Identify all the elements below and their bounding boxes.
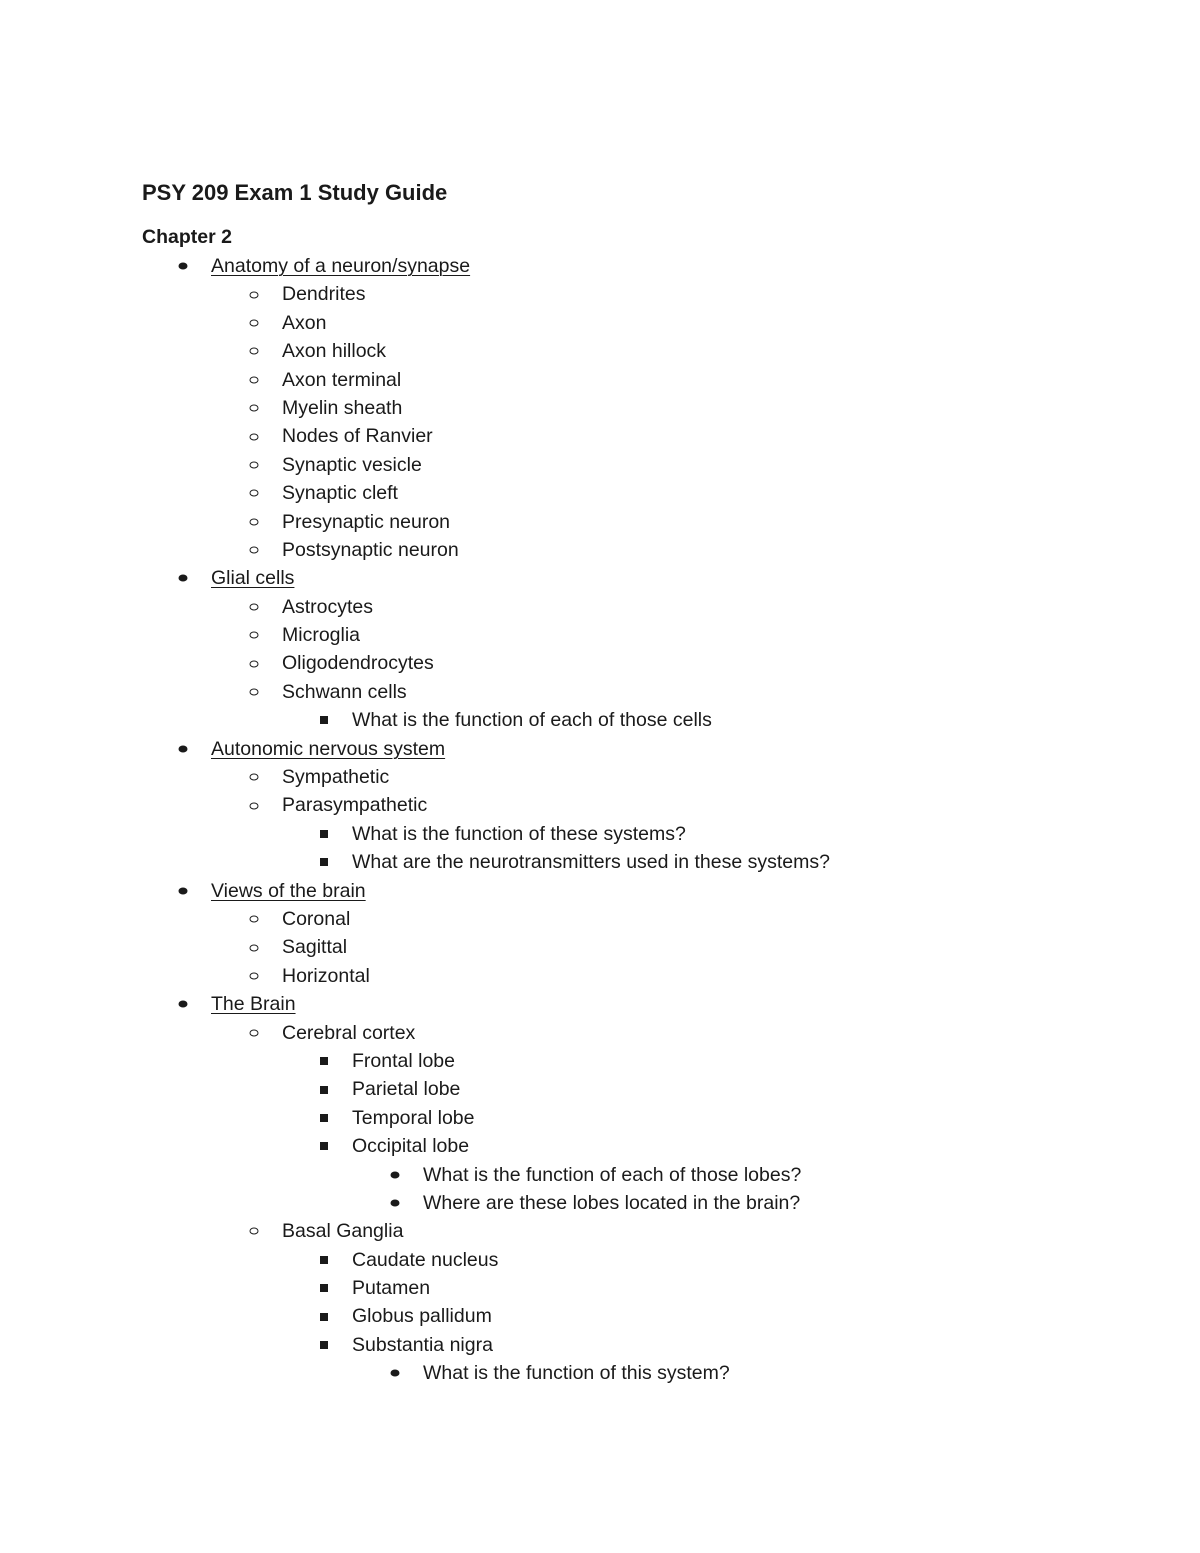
outline-item [0,1019,1200,1047]
outline-item [0,593,1200,621]
outline-topic [0,990,1200,1018]
outline-list [0,252,1200,1388]
outline-item-text: Basal Ganglia [282,1220,404,1243]
outline-item-text: Temporal lobe [352,1106,475,1129]
outline-item-text: What are the neurotransmitters used in these systems? [352,851,830,874]
outline-item-text: What is the function of each of those lobes? [423,1163,802,1186]
bullet-circle-icon [247,422,261,450]
outline-item-text: Anatomy of a neuron/synapse [211,255,471,277]
bullet-square-icon [317,1274,331,1302]
bullet-disc-icon [388,1161,402,1189]
outline-item-text: Glial cells [211,567,295,590]
outline-topic [0,252,1200,280]
bullet-circle-icon [247,933,261,961]
outline-topic [0,877,1200,905]
outline-item-text: Synaptic cleft [282,482,398,505]
outline-item [0,905,1200,933]
outline-item [0,678,1200,706]
bullet-circle-icon [247,536,261,564]
outline-item [0,366,1200,394]
outline-item [0,933,1200,961]
bullet-square-icon [317,848,331,876]
outline-item [0,1047,1200,1075]
outline-item [0,1132,1200,1160]
outline-item-text: Autonomic nervous system [211,737,446,760]
bullet-square-icon [317,1047,331,1075]
bullet-disc-icon [388,1359,402,1387]
outline-topic [0,735,1200,763]
outline-item-text: Axon terminal [282,368,402,391]
outline-item [0,1075,1200,1103]
bullet-square-icon [317,1132,331,1160]
bullet-circle-icon [247,337,261,365]
outline-item-text: Coronal [282,907,351,930]
outline-item [0,1246,1200,1274]
outline-item [0,706,1200,734]
bullet-circle-icon [247,366,261,394]
bullet-disc-icon [388,1189,402,1217]
bullet-square-icon [317,820,331,848]
bullet-circle-icon [247,1217,261,1245]
outline-item-text: Frontal lobe [352,1049,455,1072]
bullet-circle-icon [247,1019,261,1047]
outline-item [0,451,1200,479]
outline-item [0,508,1200,536]
outline-item [0,394,1200,422]
document-title: PSY 209 Exam 1 Study Guide [142,180,448,205]
bullet-disc-icon [176,735,190,763]
outline-item-text: Dendrites [282,283,366,306]
bullet-circle-icon [247,649,261,677]
bullet-disc-icon [176,877,190,905]
outline-item-text: Postsynaptic neuron [282,538,459,561]
outline-item-text: Schwann cells [282,680,407,703]
bullet-circle-icon [247,593,261,621]
outline-item-text: Caudate nucleus [352,1248,499,1271]
outline-item [0,479,1200,507]
outline-item [0,280,1200,308]
outline-item-text: Axon hillock [282,340,387,363]
outline-item-text: What is the function of this system? [423,1362,730,1385]
outline-item-text: Myelin sheath [282,396,403,419]
outline-item [0,1359,1200,1387]
bullet-circle-icon [247,508,261,536]
outline-item [0,422,1200,450]
bullet-circle-icon [247,791,261,819]
bullet-disc-icon [176,990,190,1018]
bullet-circle-icon [247,621,261,649]
outline-item [0,962,1200,990]
outline-item-text: Cerebral cortex [282,1021,416,1044]
outline-item [0,848,1200,876]
outline-item [0,1274,1200,1302]
bullet-disc-icon [176,564,190,592]
outline-item-text: Where are these lobes located in the brain? [423,1191,801,1214]
bullet-square-icon [317,1246,331,1274]
outline-item [0,1331,1200,1359]
outline-item [0,1189,1200,1217]
outline-item [0,820,1200,848]
outline-item [0,1161,1200,1189]
bullet-circle-icon [247,962,261,990]
outline-item-text: Parietal lobe [352,1078,461,1101]
bullet-square-icon [317,1302,331,1330]
outline-item-text: Oligodendrocytes [282,652,434,675]
outline-item-text: What is the function of these systems? [352,822,686,845]
outline-item [0,337,1200,365]
bullet-circle-icon [247,763,261,791]
outline-item-text: Parasympathetic [282,794,428,817]
bullet-square-icon [317,1075,331,1103]
outline-item [0,1104,1200,1132]
outline-item-text: Views of the brain [211,879,366,902]
outline-item-text: Sagittal [282,936,348,959]
bullet-circle-icon [247,394,261,422]
outline-item-text: The Brain [211,993,296,1016]
outline-item-text: Horizontal [282,964,370,987]
outline-item [0,309,1200,337]
outline-item-text: Substantia nigra [352,1333,493,1356]
outline-item [0,763,1200,791]
bullet-disc-icon [176,252,190,280]
outline-item-text: Globus pallidum [352,1305,492,1328]
outline-item [0,1217,1200,1245]
bullet-circle-icon [247,678,261,706]
outline-item [0,621,1200,649]
bullet-circle-icon [247,280,261,308]
outline-item-text: Synaptic vesicle [282,453,422,476]
outline-topic [0,564,1200,592]
bullet-circle-icon [247,309,261,337]
outline-item [0,536,1200,564]
outline-item-text: Microglia [282,624,361,647]
bullet-square-icon [317,1331,331,1359]
bullet-circle-icon [247,451,261,479]
outline-item-text: Sympathetic [282,766,390,789]
outline-item [0,649,1200,677]
outline-item-text: Astrocytes [282,595,374,618]
outline-item-text: Putamen [352,1277,431,1300]
chapter-heading: Chapter 2 [142,226,232,248]
outline-item-text: Presynaptic neuron [282,510,451,533]
outline-item-text: Nodes of Ranvier [282,425,433,448]
bullet-circle-icon [247,479,261,507]
bullet-square-icon [317,706,331,734]
outline-item-text: Axon [282,311,327,334]
outline-item [0,1302,1200,1330]
outline-item-text: Occipital lobe [352,1135,470,1158]
bullet-circle-icon [247,905,261,933]
outline-item [0,791,1200,819]
outline-item-text: What is the function of each of those cells [352,709,712,732]
bullet-square-icon [317,1104,331,1132]
